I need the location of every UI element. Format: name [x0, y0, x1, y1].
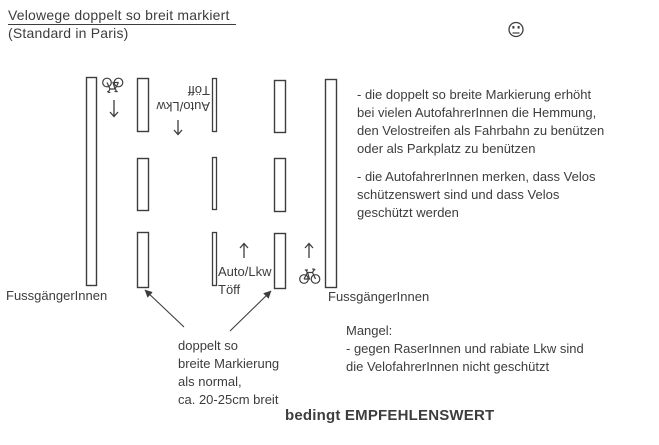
page-subtitle: (Standard in Paris) [8, 25, 129, 41]
left-sidewalk-line [87, 78, 97, 286]
mangel-line: die VelofahrerInnen nicht geschützt [346, 359, 550, 374]
right-velo-marking-segment [275, 81, 286, 133]
mangel-block [346, 322, 584, 376]
benefits-line: schützenswert sind und dass Velos [357, 187, 560, 202]
right-velo-marking-segment [275, 234, 286, 289]
center-line-segment [213, 158, 217, 210]
verdict-text: bedingt EMPFEHLENSWERT [285, 407, 495, 424]
benefits-paragraph-1 [357, 86, 604, 158]
up-lane-label [218, 263, 271, 299]
left-sidewalk-label: FussgängerInnen [6, 288, 108, 303]
benefits-line: oder als Parkplatz zu benützen [357, 141, 536, 156]
benefits-line: den Velostreifen als Fahrbahn zu benützen [357, 123, 605, 138]
marking-note-line: als normal, [178, 374, 242, 389]
down-lane-label [148, 82, 210, 114]
marking-note-line: doppelt so [178, 338, 238, 353]
mangel-title: Mangel: [346, 323, 393, 338]
benefits-line: - die AutofahrerInnen merken, dass Velos [357, 169, 596, 184]
page-title: Velowege doppelt so breit markiert [8, 7, 236, 25]
benefits-line: bei vielen AutofahrerInnen die Hemmung, [357, 105, 597, 120]
bicycle-icon [300, 269, 320, 283]
marking-note-line: ca. 20-25cm breit [178, 392, 279, 407]
benefits-paragraph-2 [357, 168, 595, 222]
down-lane-line1: Auto/Lkw [156, 99, 210, 114]
neutral-face-icon [509, 23, 523, 37]
right-sidewalk-label: FussgängerInnen [328, 289, 430, 304]
pointer-arrow-left [145, 290, 184, 327]
right-velo-marking-segment [275, 159, 286, 212]
benefits-line: geschützt werden [357, 205, 459, 220]
center-line-segment [213, 233, 217, 286]
benefits-line: - die doppelt so breite Markierung erhöht [357, 87, 592, 102]
marking-note-line: breite Markierung [178, 356, 280, 371]
down-arrow-icon [110, 100, 118, 117]
left-velo-marking-segment [138, 79, 149, 132]
up-arrow-icon [240, 244, 248, 259]
marking-note [178, 337, 279, 409]
down-lane-line2: Töff [187, 83, 210, 98]
bicycle-icon [103, 78, 123, 92]
right-sidewalk-line [326, 80, 337, 288]
down-arrow-icon [174, 120, 182, 135]
up-arrow-icon [305, 244, 313, 259]
left-velo-marking-segment [138, 159, 149, 211]
left-velo-marking-segment [138, 233, 149, 288]
mangel-line: - gegen RaserInnen und rabiate Lkw sind [346, 341, 584, 356]
up-lane-line2: Töff [218, 282, 241, 297]
center-line-segment [213, 79, 217, 132]
up-lane-line1: Auto/Lkw [218, 264, 272, 279]
